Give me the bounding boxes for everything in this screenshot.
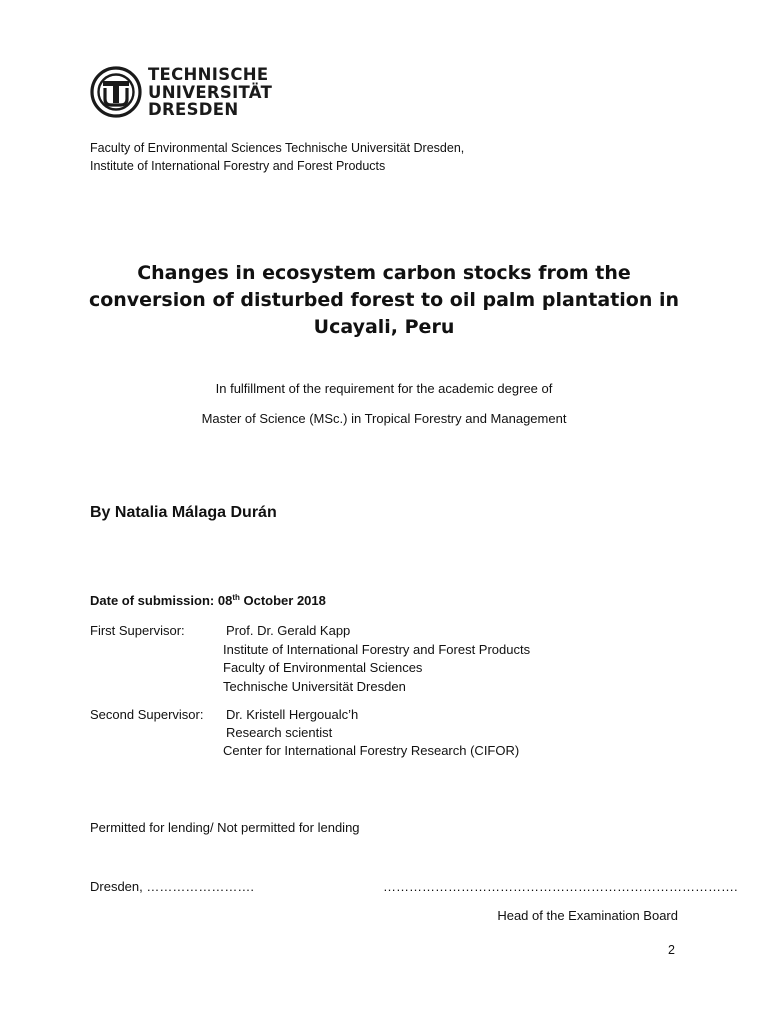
signature-caption: Head of the Examination Board <box>497 908 678 923</box>
title-line-2: conversion of disturbed forest to oil palm plantation in <box>88 289 680 311</box>
submission-date <box>90 593 326 608</box>
degree-line: Master of Science (MSc.) in Tropical Forestry and Management <box>201 411 567 426</box>
tu-dresden-logo <box>90 64 273 124</box>
submission-date-sup: th <box>232 593 240 602</box>
title-line-1: Changes in ecosystem carbon stocks from the <box>137 262 631 284</box>
second-supervisor-org: Center for International Forestry Research (CIFOR) <box>223 743 520 758</box>
logo-line-2: UNIVERSITÄT <box>148 82 273 102</box>
submission-date-rest: October 2018 <box>239 593 326 608</box>
page-number: 2 <box>668 943 675 957</box>
author-name: By Natalia Málaga Durán <box>90 504 277 521</box>
second-supervisor-role: Research scientist <box>226 725 333 740</box>
first-supervisor-label: First Supervisor: <box>90 623 185 638</box>
thesis-title <box>70 260 698 341</box>
logo-wordmark <box>148 66 272 119</box>
fulfillment-line-1: In fulfillment of the requirement for the academic degree of <box>215 381 553 396</box>
logo-line-3: DRESDEN <box>148 100 239 119</box>
title-line-3: Ucayali, Peru <box>313 316 455 338</box>
signature-place: Dresden, ……………………. <box>90 879 254 894</box>
faculty-info <box>90 139 464 175</box>
first-supervisor-name: Prof. Dr. Gerald Kapp <box>226 623 351 638</box>
faculty-line-2: Institute of International Forestry and Forest Products <box>90 159 386 173</box>
logo-line-1: TECHNISCHE <box>148 65 269 84</box>
signature-line: ………………………………………………………………………. <box>383 879 738 894</box>
faculty-line-1: Faculty of Environmental Sciences Technische Universität Dresden, <box>90 141 465 155</box>
first-supervisor-university: Technische Universität Dresden <box>223 679 406 694</box>
first-supervisor-institute: Institute of International Forestry and Forest Products <box>223 642 531 657</box>
lending-note: Permitted for lending/ Not permitted for lending <box>90 820 360 835</box>
tu-dresden-emblem-icon <box>90 66 142 118</box>
first-supervisor-faculty: Faculty of Environmental Sciences <box>223 660 423 675</box>
submission-date-label: Date of submission: 08 <box>90 593 233 608</box>
second-supervisor-name: Dr. Kristell Hergoualc’h <box>226 707 359 722</box>
second-supervisor-label: Second Supervisor: <box>90 707 204 722</box>
